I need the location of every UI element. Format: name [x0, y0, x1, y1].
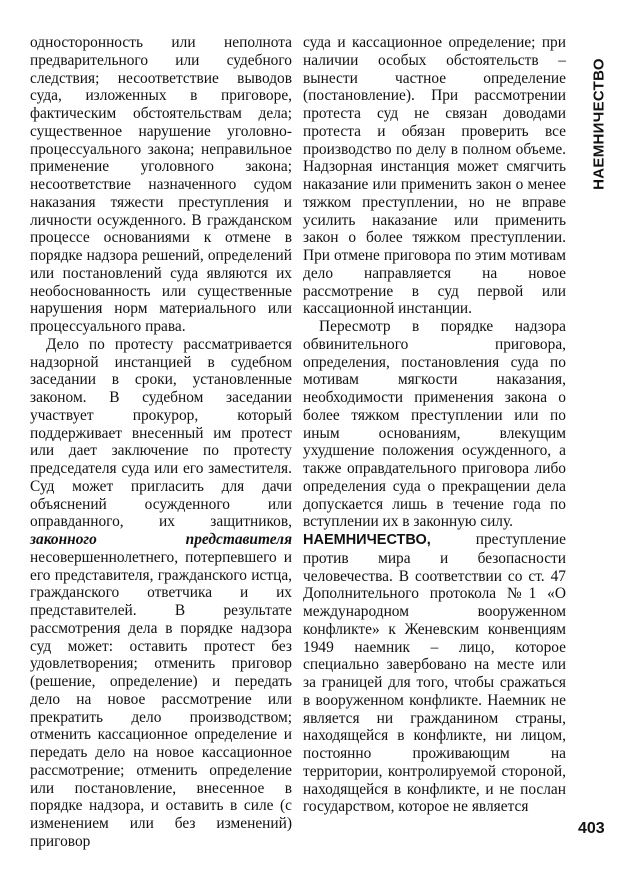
emphasized-term: законного представителя — [30, 531, 292, 548]
paragraph: Пересмотр в порядке надзора обвинительного приговора, определения, постановления суда по мотивам мягкости наказания, необходимости применения закона о более тяжком преступлении или по иным основаниям, влекущим ухудшение положения осужденного, а также оправдательного приговора либо определения суда о прекращении дела допускается лишь в течение года по вступлении их в законную силу. — [303, 318, 566, 531]
paragraph — [30, 336, 292, 851]
paragraph: суда и кассационное определение; при наличии особых обстоятельств – вынести частное определение (постановление). При рассмотрении протеста суд не связан доводами протеста и обязан проверить все производство по делу в полном объеме. Надзорная инстанция может смягчить наказание или применить закон о менее тяжком преступлении, но не вправе усилить наказание или применить закон о более тяжком преступлении. При отмене приговора по этим мотивам дело направляется на новое рассмотрение в суд первой или кассационной инстанции. — [303, 34, 566, 318]
running-head — [584, 34, 614, 214]
dictionary-entry — [303, 531, 566, 816]
paragraph-text: Дело по протесту рассматривается надзорной инстанцией в судебном заседании в сроки, установленные законом. В судебном заседании участвует прокурор, который поддерживает внесенный им протест или дает заключение по протесту председателя суда или его заместителя. Суд может пригласить для дачи объяснений осужденного или оправданного, их защитников, — [30, 335, 292, 531]
entry-text: преступление против мира и безопасности человечества. В соответствии со ст. 47 Дополнительного протокола №1 «О международном вооруженном конфликте» к Женевским конвенциям 1949 наемник – лицо, которое специально завербовано на месте или за границей для того, чтобы сражаться в вооруженном конфликте. Наемник не является ни гражданином страны, находящейся в конфликте, ни лицом, постоянно проживающим на территории, контролируемой стороной, находящейся в конфликте, и не послан государством, которое не является — [303, 531, 566, 816]
paragraph: односторонность или неполнота предварительного или судебного следствия; несоответствие выводов суда, изложенных в приговоре, фактическим обстоятельствам дела; существенное нарушение уголовно-процессуального закона; неправильное применение уголовного закона; несоответствие назначенного судом наказания тяжести преступления и личности осужденного. В гражданском процессе основаниями к отмене в порядке надзора решений, определений или постановлений суда являются их необоснованность или существенные нарушения норм материального или процессуального права. — [30, 34, 292, 335]
page-number: 403 — [578, 820, 605, 837]
right-column — [303, 34, 566, 816]
entry-headword: НАЕМНИЧЕСТВО, — [303, 532, 431, 548]
paragraph-text: несовершеннолетнего, потерпевшего и его представителя, гражданского истца, гражданского ответчика и их представителей. В результате рассмотрения дела в порядке надзора суд может: оставить протест без удовлетворения; отменить приговор (решение, определение) и передать дело на новое рассмотрение или прекратить дело производством; отменить кассационное определение и передать дело на новое кассационное рассмотрение; отменить определение или постановление, внесенное в порядке надзора, и оставить в силе (с изменением или без изменений) приговор — [30, 548, 292, 850]
running-head-text: НАЕМНИЧЕСТВО — [590, 58, 608, 190]
left-column — [30, 34, 292, 851]
